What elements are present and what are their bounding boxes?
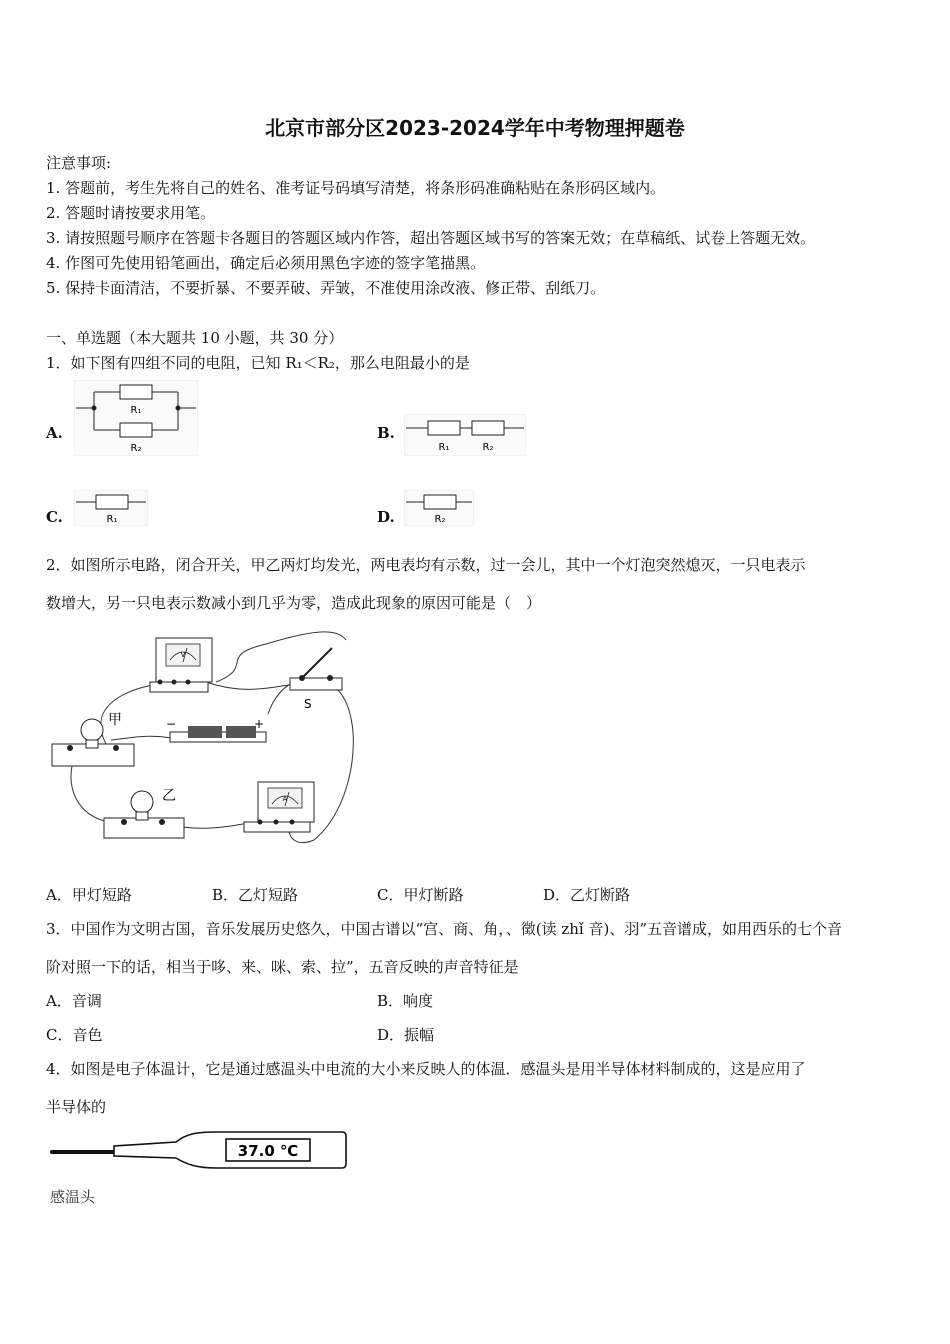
r1-label: R₁ xyxy=(106,514,118,525)
lamp-yi-icon xyxy=(104,788,184,838)
voltmeter-label: V xyxy=(180,651,186,659)
probe-label: 感温头 xyxy=(50,1188,96,1206)
battery-plus: + xyxy=(254,717,265,731)
lamp-yi-label: 乙 xyxy=(162,788,176,804)
voltmeter-icon xyxy=(150,638,212,692)
q4-stem-line1: 4．如图是电子体温计，它是通过感温头中电流的大小来反映人的体温．感温头是用半导体材料制成的，这是应用了 xyxy=(46,1060,806,1078)
notice-item: 5. 保持卡面清洁，不要折暴、不要弄破、弄皱，不准使用涂改液、修正带、刮纸刀。 xyxy=(46,279,606,297)
q3-option-c: C．音色 xyxy=(46,1026,103,1044)
q3-stem-line2: 阶对照一下的话，相当于哆、来、咪、索、拉”，五音反映的声音特征是 xyxy=(46,958,519,976)
q2-circuit-figure xyxy=(46,626,366,850)
q2-option-a: A．甲灯短路 xyxy=(46,886,132,904)
notice-item: 1. 答题前，考生先将自己的姓名、准考证号码填写清楚，将条形码准确粘贴在条形码区域内。 xyxy=(46,179,666,197)
q3-option-b: B．响度 xyxy=(377,992,434,1010)
q2-stem-line1: 2．如图所示电路，闭合开关，甲乙两灯均发光，两电表均有示数，过一会儿，其中一个灯泡突然熄灭，一只电表示 xyxy=(46,556,806,574)
q3-stem-line1: 3．中国作为文明古国，音乐发展历史悠久，中国古谱以“宫、商、角，、徵(读 zhǐ 音)、羽”五音谱成，如用西乐的七个音 xyxy=(46,920,842,938)
q1-option-b-label: B. xyxy=(377,424,395,442)
r1-label: R₁ xyxy=(438,442,450,453)
notice-item: 4. 作图可先使用铅笔画出，确定后必须用黑色字迹的签字笔描黑。 xyxy=(46,254,486,272)
r2-label: R₂ xyxy=(434,514,446,525)
notice-heading: 注意事项: xyxy=(46,154,112,172)
switch-label: S xyxy=(304,697,312,711)
lamp-jia-label: 甲 xyxy=(108,712,122,728)
q1-stem: 1．如下图有四组不同的电阻，已知 R₁＜R₂，那么电阻最小的是 xyxy=(46,354,470,372)
r2-label: R₂ xyxy=(130,443,142,454)
notice-item: 3. 请按照题号顺序在答题卡各题目的答题区域内作答，超出答题区域书写的答案无效；在草稿纸、试卷上答题无效。 xyxy=(46,229,816,247)
q2-option-d: D．乙灯断路 xyxy=(543,886,631,904)
q2-option-c: C．甲灯断路 xyxy=(377,886,464,904)
thermometer-figure xyxy=(46,1128,350,1212)
ammeter-label: A xyxy=(282,795,288,803)
notice-item: 2. 答题时请按要求用笔。 xyxy=(46,204,216,222)
r2-label: R₂ xyxy=(482,442,494,453)
q1-option-b-figure xyxy=(404,414,526,456)
q1-option-a-label: A. xyxy=(46,424,63,442)
q2-stem-line2: 数增大，另一只电表示数减小到几乎为零，造成此现象的原因可能是（ ） xyxy=(46,594,542,612)
q3-option-d: D．振幅 xyxy=(377,1026,435,1044)
q1-option-c-label: C. xyxy=(46,508,63,526)
q3-option-a: A．音调 xyxy=(46,992,102,1010)
switch-icon xyxy=(290,648,342,711)
page-title: 北京市部分区2023-2024学年中考物理押题卷 xyxy=(265,116,685,140)
q4-stem-line2: 半导体的 xyxy=(46,1098,107,1116)
q1-option-c-figure xyxy=(74,490,148,526)
q1-option-a-figure xyxy=(74,380,198,456)
ammeter-icon xyxy=(244,782,314,832)
thermometer-display: 37.0 ℃ xyxy=(237,1142,299,1160)
section-heading: 一、单选题（本大题共 10 小题，共 30 分） xyxy=(46,329,344,347)
q1-option-d-figure xyxy=(404,490,474,526)
battery-icon xyxy=(166,717,266,742)
q1-option-d-label: D. xyxy=(377,508,395,526)
battery-minus: − xyxy=(166,717,177,731)
r1-label: R₁ xyxy=(130,405,142,416)
q2-option-b: B．乙灯短路 xyxy=(212,886,299,904)
